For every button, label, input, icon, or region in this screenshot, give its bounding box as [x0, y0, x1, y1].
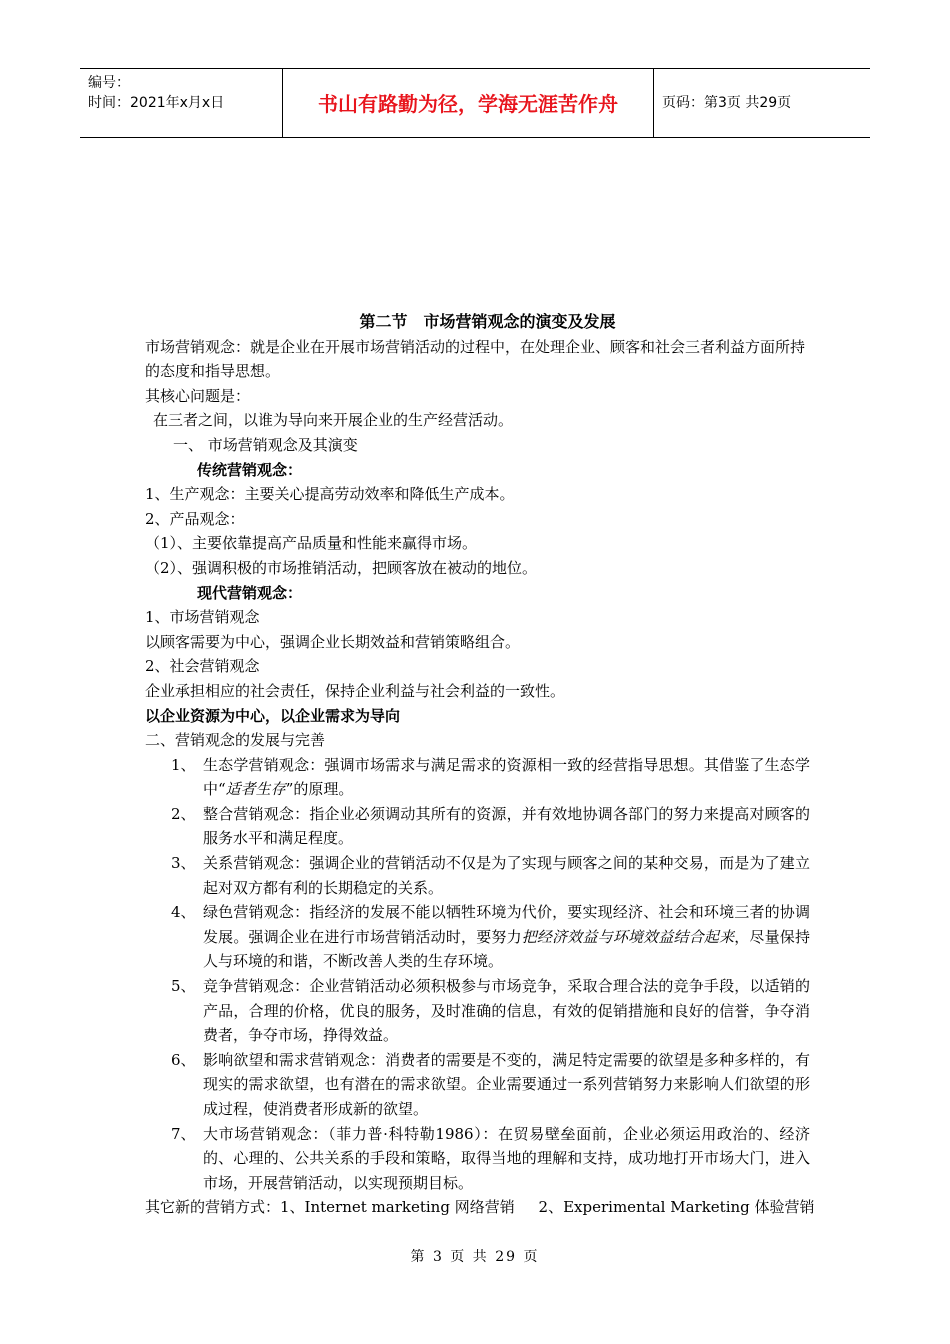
list-item-description: 以顾客需要为中心，强调企业长期效益和营销策略组合。 [145, 632, 521, 651]
item-text: 影响欲望和需求营销观念：消费者的需要是不变的，满足特定需要的欲望是多种多样的，有现实的需求欲望，也有潜在的需求欲望。企业需要通过一系列营销努力来影响人们欲望的形成过程，使消费者形成新的欲望。 [203, 1050, 810, 1118]
list-item-description: 企业承担相应的社会责任，保持企业利益与社会利益的一致性。 [145, 681, 566, 700]
core-answer: 在三者之间，以谁为导向来开展企业的生产经营活动。 [153, 411, 514, 430]
item-number: 2、 [171, 804, 196, 823]
numbered-item [145, 900, 810, 974]
resource-heading: 以企业资源为中心，以企业需求为导向 [145, 706, 401, 725]
number-label: 编号： [88, 75, 130, 91]
other-methods: 其它新的营销方式：1、Internet marketing 网络营销 2、Experimental Marketing 体验营销 [145, 1198, 815, 1217]
item-number: 4、 [171, 903, 196, 922]
item-text: 竞争营销观念：企业营销活动必须积极参与市场竞争，采取合理合法的竞争手段，以适销的产品，合理的价格，优良的服务，及时准确的信息，有效的促销措施和良好的信誉，争夺消费者，争夺市场，挣得效益。 [203, 977, 810, 1045]
numbered-item [145, 802, 810, 851]
item-number: 1、 [171, 755, 196, 774]
item-text: 绿色营销观念：指经济的发展不能以牺牲环境为代价，要实现经济、社会和环境三者的协调发展。强调企业在进行市场营销活动时，要努力把经济效益与环境效益结合起来，尽量保持人与环境的和谐，不断改善人类的生存环境。 [203, 903, 810, 971]
item-number: 5、 [171, 977, 196, 996]
item-number: 3、 [171, 854, 196, 873]
header-divider [653, 69, 654, 137]
numbered-item [145, 753, 810, 802]
item-number: 7、 [171, 1124, 196, 1143]
list-item: 2、社会营销观念 [145, 657, 260, 676]
page-header [80, 68, 870, 138]
header-page-info: 页码：第3页 共29页 [662, 95, 792, 111]
subsection-heading: 一、 市场营销观念及其演变 [173, 435, 358, 454]
list-item: 1、市场营销观念 [145, 608, 260, 627]
item-text: 关系营销观念：强调企业的营销活动不仅是为了实现与顾客之间的某种交易，而是为了建立起对双方都有利的长期稳定的关系。 [203, 854, 810, 897]
list-item: 2、产品观念： [145, 509, 245, 528]
header-meta [88, 73, 224, 113]
numbered-item [145, 851, 810, 900]
numbered-item [145, 1048, 810, 1122]
modern-heading: 现代营销观念： [197, 583, 303, 602]
concept-list [145, 753, 810, 1196]
traditional-heading: 传统营销观念： [197, 460, 303, 479]
item-text: 整合营销观念：指企业必须调动其所有的资源，并有效地协调各部门的努力来提高对顾客的服务水平和满足程度。 [203, 804, 810, 848]
list-item: 1、生产观念：主要关心提高劳动效率和降低生产成本。 [145, 485, 515, 504]
core-question: 其核心问题是： [145, 386, 251, 405]
item-text: 大市场营销观念：（菲力普·科特勒1986）：在贸易壁垒面前，企业必须运用政治的、经济的、心理的、公共关系的手段和策略，取得当地的理解和支持，成功地打开市场大门，进入市场，开展营销活动，以实现预期目标。 [203, 1124, 810, 1192]
subsection-heading: 二、营销观念的发展与完善 [145, 731, 326, 750]
item-number: 6、 [171, 1050, 196, 1069]
definition-paragraph: 市场营销观念：就是企业在开展市场营销活动的过程中，在处理企业、顾客和社会三者利益方面所持的态度和指导思想。 [145, 337, 806, 381]
item-text: 生态学营销观念：强调市场需求与满足需求的资源相一致的经营指导思想。其借鉴了生态学中“适者生存”的原理。 [203, 755, 810, 799]
page-footer: 第 3 页 共 29 页 [410, 1249, 540, 1265]
numbered-item [145, 974, 810, 1048]
header-motto: 书山有路勤为径，学海无涯苦作舟 [318, 92, 618, 116]
section-title: 第二节 市场营销观念的演变及发展 [359, 312, 616, 331]
date-label: 时间：2021年x月x日 [88, 95, 225, 111]
list-item: （2）、强调积极的市场推销活动，把顾客放在被动的地位。 [145, 558, 538, 577]
numbered-item [145, 1122, 810, 1196]
list-item: （1）、主要依靠提高产品质量和性能来赢得市场。 [145, 534, 478, 553]
document-body [145, 310, 815, 1220]
